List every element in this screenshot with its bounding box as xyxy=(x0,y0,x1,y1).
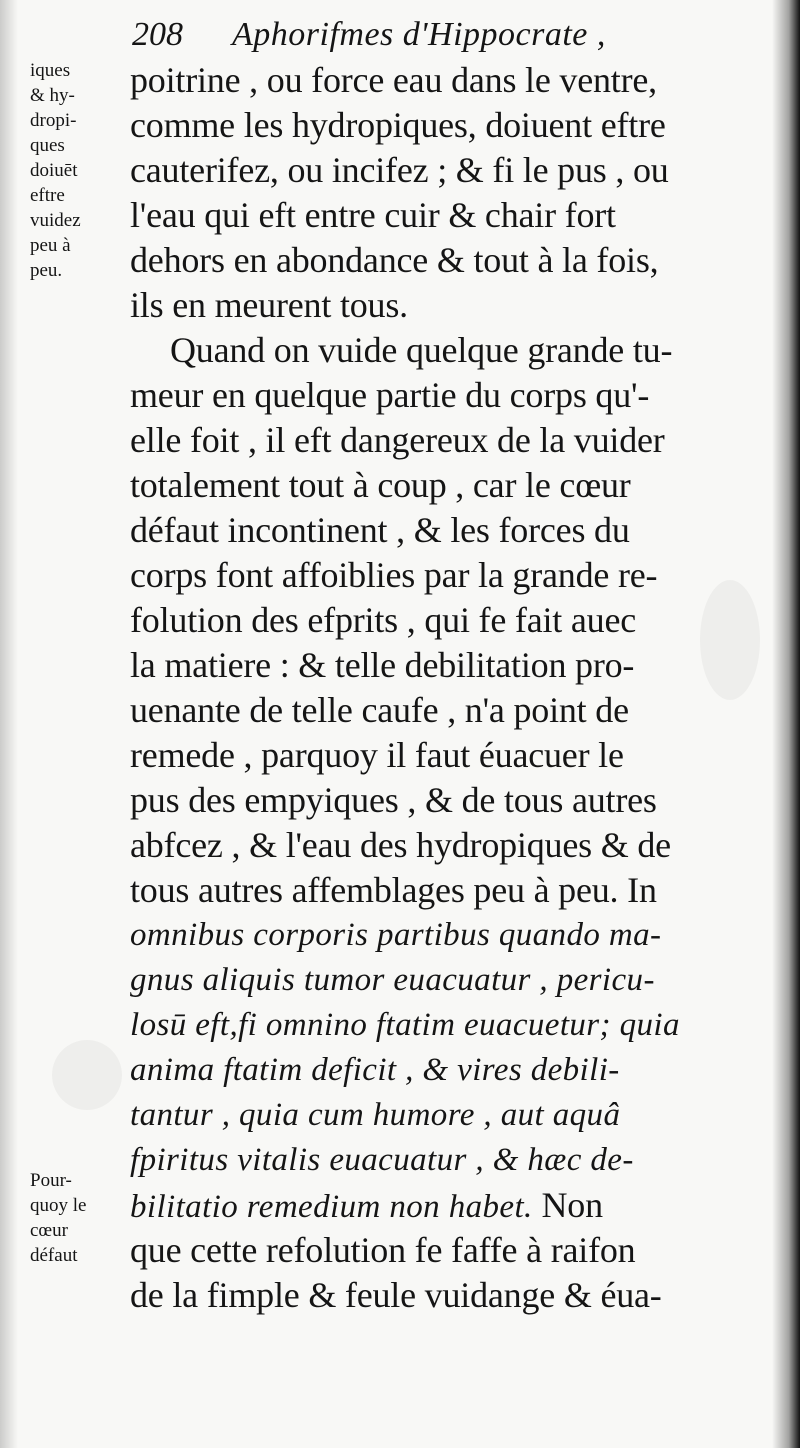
text-line: remede , parquoy il faut éuacuer le xyxy=(130,735,624,775)
text-line: abfcez , & l'eau des hydropiques & de xyxy=(130,825,671,865)
text-line: que cette refolution fe faffe à raifon xyxy=(130,1230,636,1270)
text-line: pus des empyiques , & de tous autres xyxy=(130,780,657,820)
text-line: défaut incontinent , & les forces du xyxy=(130,510,630,550)
page-edge-shadow xyxy=(772,0,800,1448)
page-gutter-shadow xyxy=(0,0,18,1448)
page-number: 208 xyxy=(132,16,183,53)
page-header xyxy=(132,12,752,58)
text-line: elle foit , il eft dangereux de la vuider xyxy=(130,420,665,460)
text-line: meur en quelque partie du corps qu'- xyxy=(130,375,650,415)
running-title: Aphorifmes d'Hippocrate , xyxy=(232,16,606,53)
text-fragment: Non xyxy=(541,1185,603,1225)
margin-note-line: Pour- xyxy=(30,1170,72,1191)
text-line: cauterifez, ou incifez ; & fi le pus , ou xyxy=(130,150,669,190)
latin-line: gnus aliquis tumor euacuatur , pericu- xyxy=(130,962,655,998)
latin-line: losū eft,fi omnino ftatim euacuetur; quia xyxy=(130,1007,680,1043)
margin-note-line: & hy- xyxy=(30,85,75,106)
main-text-block xyxy=(130,58,740,1318)
text-line: de la fimple & feule vuidange & éua- xyxy=(130,1275,662,1315)
margin-note-line: peu. xyxy=(30,260,63,281)
latin-line: anima ftatim deficit , & vires debili- xyxy=(130,1052,620,1088)
margin-note-line: dropi- xyxy=(30,110,77,131)
text-line: folution des efprits , qui fe fait auec xyxy=(130,600,637,640)
margin-note-line: doiuēt xyxy=(30,160,78,181)
text-line: la matiere : & telle debilitation pro- xyxy=(130,645,635,685)
text-line: poitrine , ou force eau dans le ventre, xyxy=(130,60,657,100)
margin-note-line: défaut xyxy=(30,1245,78,1266)
text-line: dehors en abondance & tout à la fois, xyxy=(130,240,659,280)
margin-note-line: vuidez xyxy=(30,210,81,231)
latin-line: omnibus corporis partibus quando ma- xyxy=(130,917,662,953)
text-line: l'eau qui eft entre cuir & chair fort xyxy=(130,195,616,235)
text-line: totalement tout à coup , car le cœur xyxy=(130,465,631,505)
text-line: corps font affoiblies par la grande re- xyxy=(130,555,658,595)
margin-note-top xyxy=(30,58,126,283)
margin-note-line: cœur xyxy=(30,1220,68,1241)
latin-line: bilitatio remedium non habet. xyxy=(130,1189,533,1225)
text-line xyxy=(130,1183,740,1228)
text-line: tous autres affemblages peu à peu. In xyxy=(130,870,657,910)
text-line: ils en meurent tous. xyxy=(130,285,408,325)
margin-note-line: ques xyxy=(30,135,65,156)
paper-stain xyxy=(52,1040,122,1110)
margin-note-line: eftre xyxy=(30,185,65,206)
text-line: comme les hydropiques, doiuent eftre xyxy=(130,105,666,145)
margin-note-line: peu à xyxy=(30,235,71,256)
margin-note-line: iques xyxy=(30,60,71,81)
latin-line: fpiritus vitalis euacuatur , & hæc de- xyxy=(130,1142,634,1178)
margin-note-bottom xyxy=(30,1168,126,1268)
latin-line: tantur , quia cum humore , aut aquâ xyxy=(130,1097,621,1133)
text-line: Quand on vuide quelque grande tu- xyxy=(170,330,673,370)
margin-note-line: quoy le xyxy=(30,1195,87,1216)
text-line: uenante de telle caufe , n'a point de xyxy=(130,690,629,730)
